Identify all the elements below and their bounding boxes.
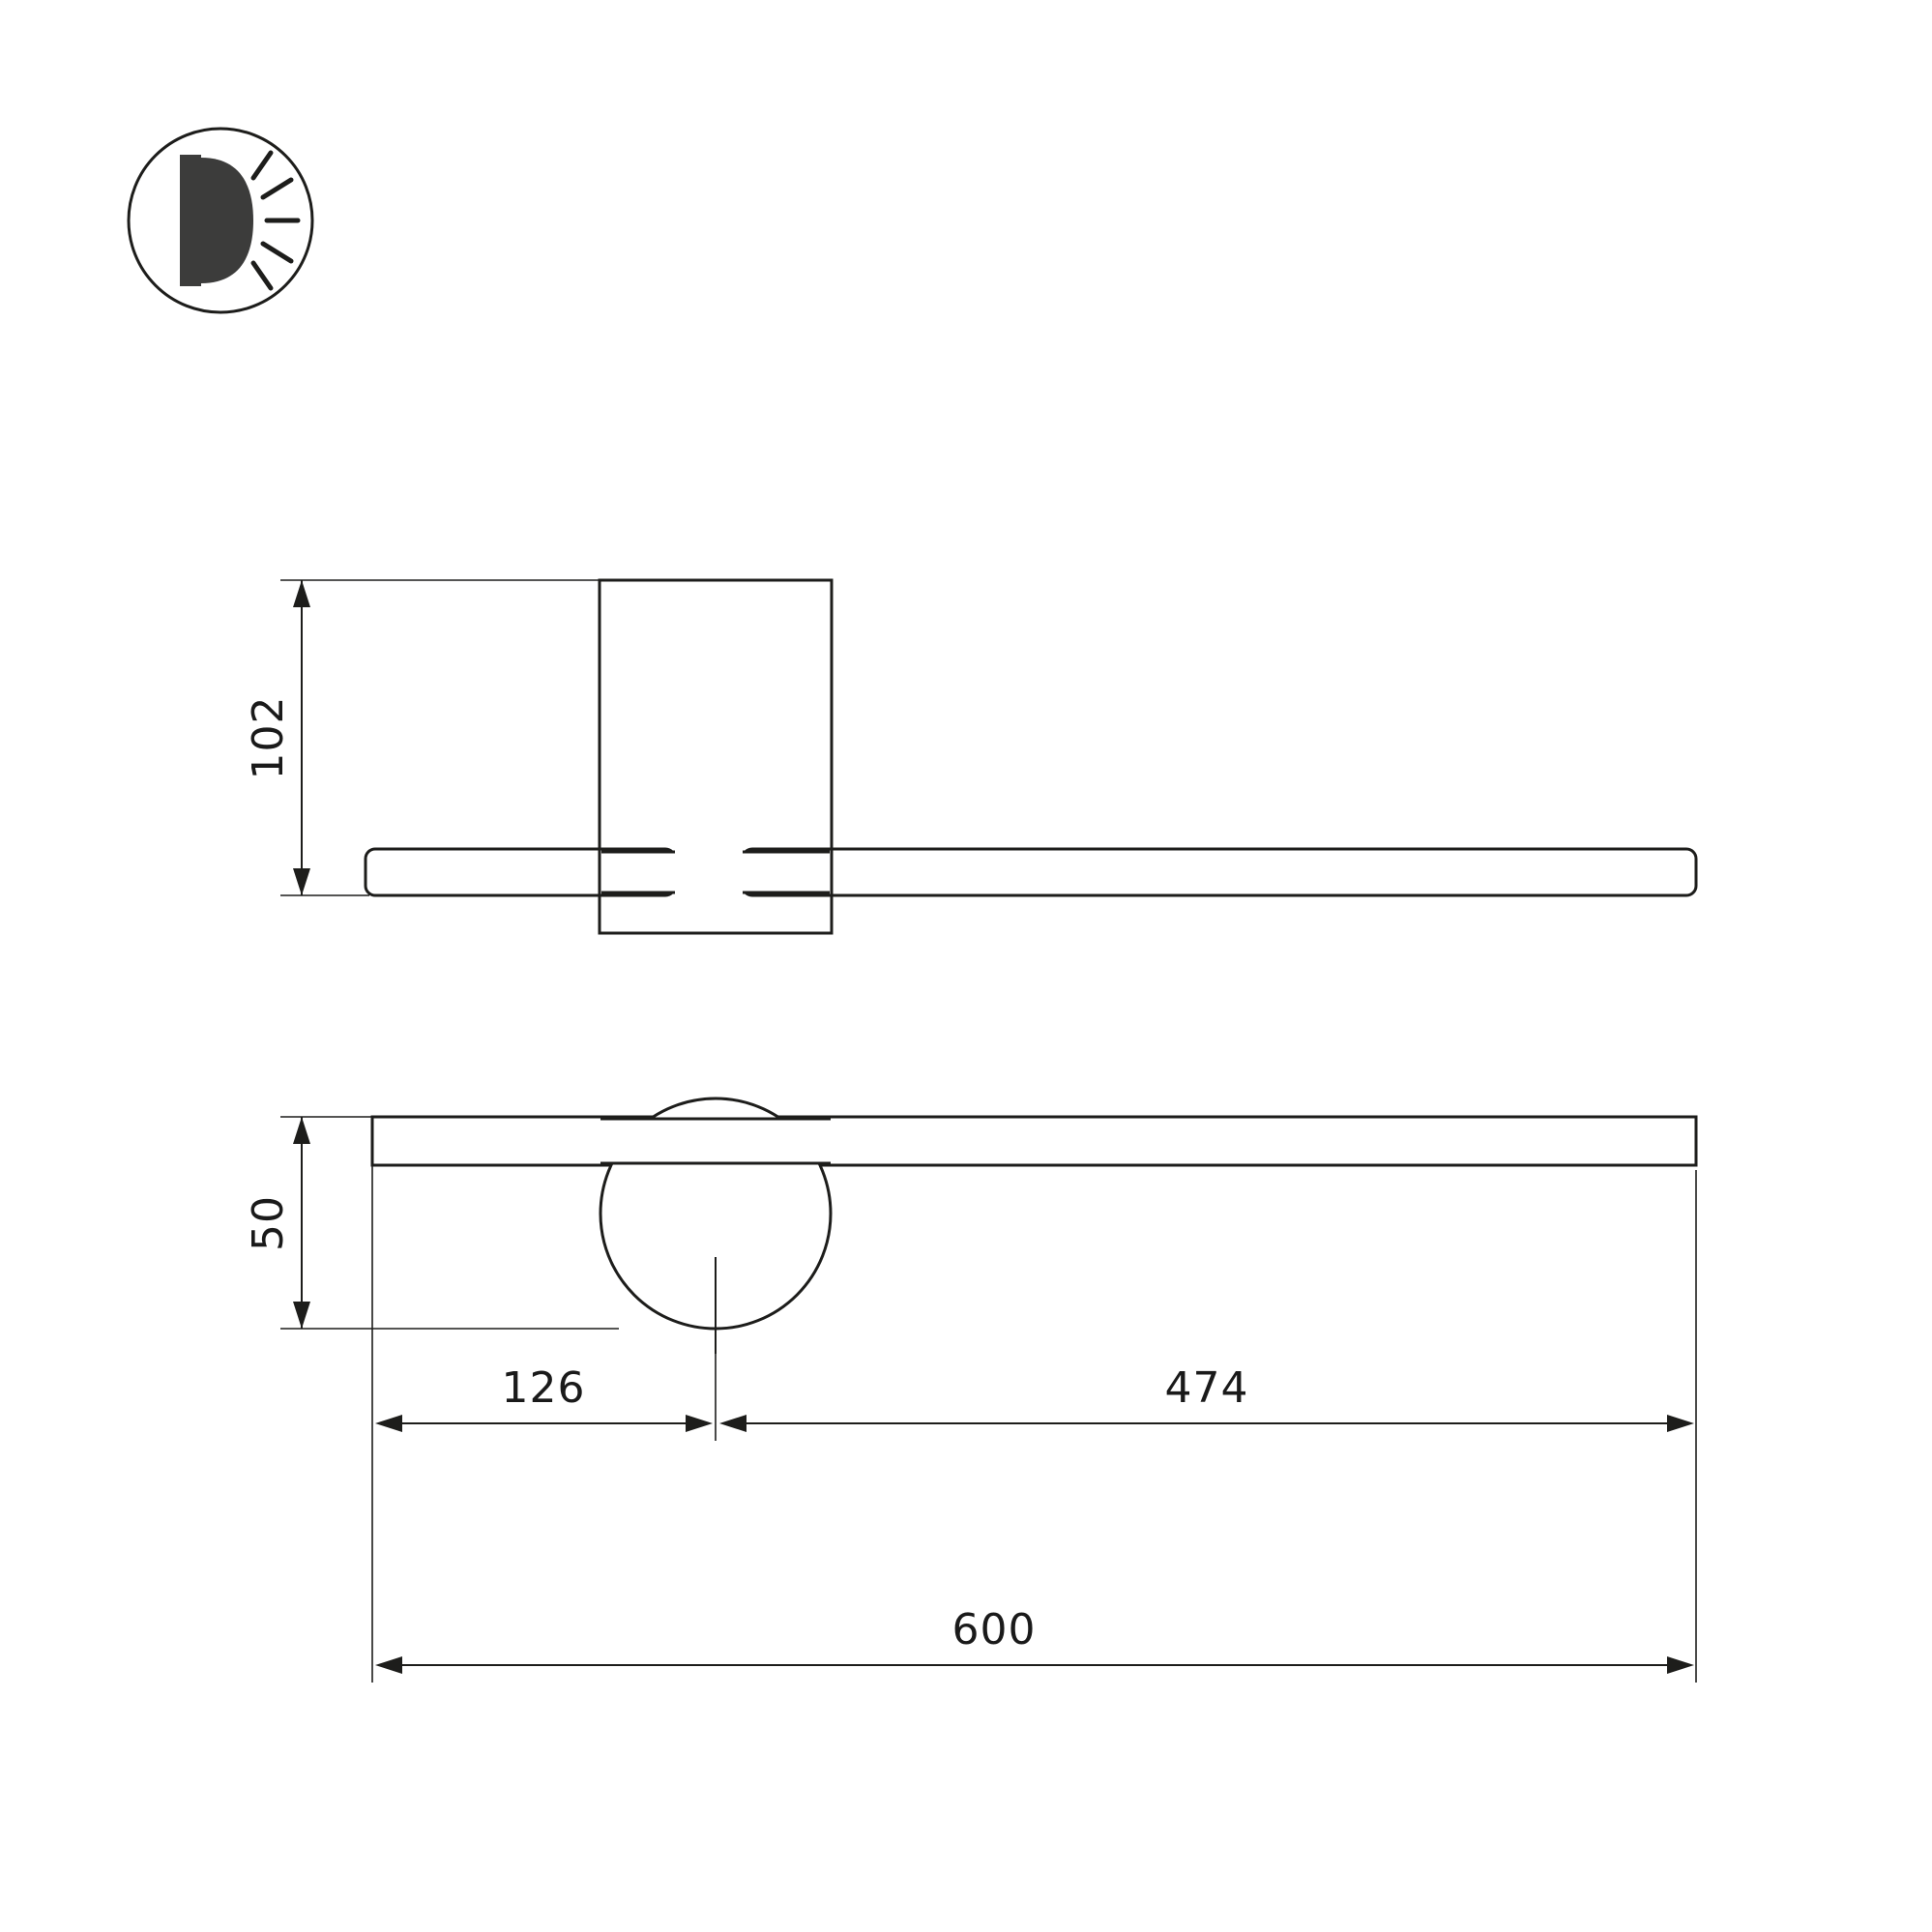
top-view-extension-lines — [280, 1117, 1696, 1683]
dimension-474 — [719, 1363, 1694, 1432]
dimension-102-label: 102 — [244, 695, 293, 780]
dimension-102 — [244, 580, 310, 895]
dimension-50-label: 50 — [244, 1195, 293, 1251]
dimension-126 — [375, 1363, 713, 1432]
dimension-126-label: 126 — [501, 1363, 586, 1413]
front-view — [366, 580, 1696, 933]
dimension-474-label: 474 — [1164, 1363, 1249, 1413]
wall-light-direction-icon — [129, 129, 312, 312]
top-view — [372, 1098, 1696, 1354]
dimension-50 — [244, 1117, 310, 1329]
dimension-600 — [375, 1605, 1694, 1674]
dimension-600-label: 600 — [951, 1605, 1037, 1654]
